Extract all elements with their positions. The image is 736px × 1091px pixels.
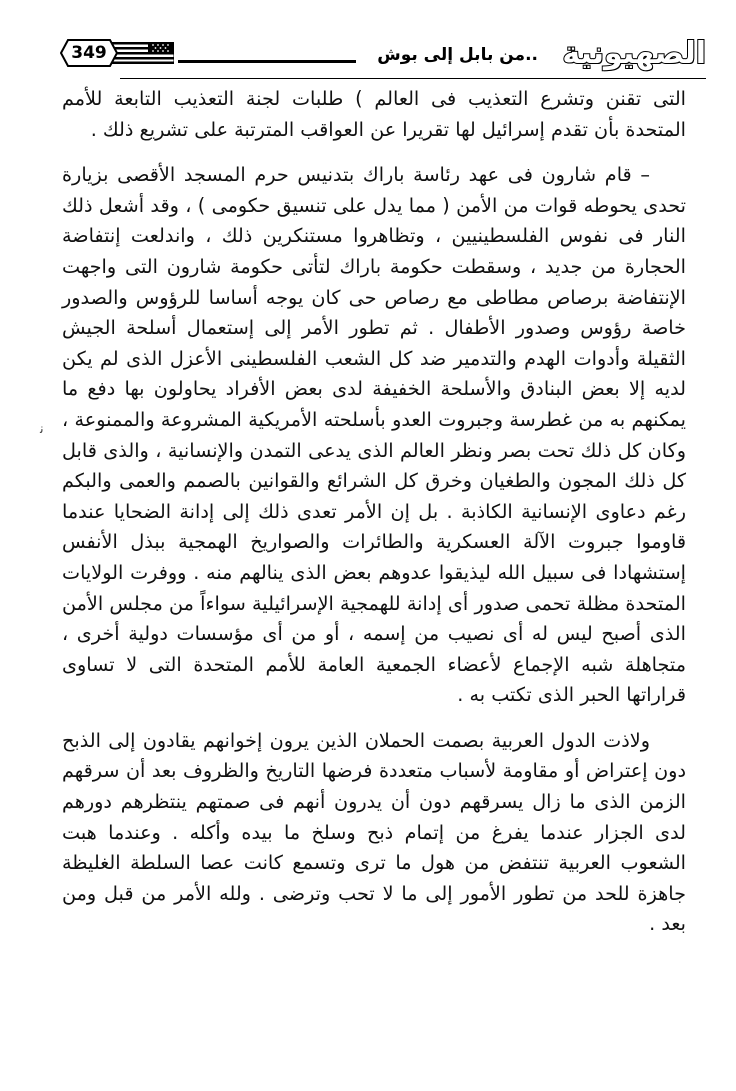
page-number: 349 [71, 43, 107, 63]
paragraph: التى تقنن وتشرع التعذيب فى العالم ) طلبات لجنة التعذيب التابعة للأمم المتحدة بأن تقدم إسرائيل لها تقريرا عن العواقب المترتبة على تشريع ذلك . [62, 87, 686, 141]
header-rule [178, 60, 356, 63]
chapter-title: ..من بابل إلى بوش [377, 45, 538, 65]
margin-mark: ﻧ [40, 422, 44, 437]
book-title: الصهيونية [562, 36, 706, 71]
page-body [62, 84, 686, 940]
paragraph: ولاذت الدول العربية بصمت الحملان الذين يرون إخوانهم يقادون إلى الذبح دون إعتراض أو مقاومة لأسباب متعددة فرضها التاريخ والظروف بعد أن سرقهم الزمن الذى ما زال يسرقهم دون أن يدرون أنهم فى صمتهم ينتظرهم دورهم لدى الجزار عندما يفرغ من إتمام ذبح وسلخ ما بيده وأكله . وعندما هبت الشعوب العربية تنتفض من هول ما ترى وتسمع كانت عصا السلطة الغليظة جاهزة للحد من تطور الأمور إلى ما لا تحب وترضى . ولله الأمر من قبل ومن بعد . [62, 728, 686, 936]
page-header [60, 34, 706, 78]
header-underline [120, 78, 706, 79]
page-number-box [60, 38, 118, 68]
flag-icon [112, 42, 174, 64]
paragraph: – قام شارون فى عهد رئاسة باراك بتدنيس حرم المسجد الأقصى بزيارة تحدى يحوطه قوات من الأمن ( مما يدل على تنسيق حكومى ) ، وقد أشعل ذلك النار فى نفوس الفلسطينيين ، وتظاهروا مستنكرين ذلك ، واندلعت إنتفاضة الحجارة من جديد ، وسقطت حكومة باراك لتأتى حكومة شارون التى واجهت الإنتفاضة برصاص مطاطى مع رصاص حى كان يوجه أساسا للرؤوس والصدور خاصة رؤوس وصدور الأطفال . ثم تطور الأمر إلى إستعمال أسلحة الجيش الثقيلة وأدوات الهدم والتدمير ضد كل الشعب الفلسطينى الأعزل الذى لم يكن لديه إلا بعض البنادق والأسلحة الخفيفة لدى بعض الأفراد يحاولون بها دفع ما يمكنهم به من غطرسة وجبروت العدو بأسلحته الأمريكية المشروعة والممنوعة ، وكان كل ذلك تحت بصر ونظر العالم الذى يدعى التمدن والإنسانية ، والذى قابل كل ذلك المجون والطغيان وخرق كل الشرائع والقوانين بالصمم والعمى والبكم رغم دعاوى الإنسانية الكاذبة . بل إن الأمر تعدى ذلك إلى إدانة الضحايا عندما قاوموا جبروت الآلة العسكرية والطائرات والصواريخ الهمجية ببذل الأنفس إستشهادا فى سبيل الله ليذيقوا عدوهم بعض الذى ينالهم منه . ووفرت الولايات المتحدة مظلة تحمى صدور أى إدانة للهمجية الإسرائيلية سواءاً من مجلس الأمن الذى أصبح ليس له أى نصيب من إسمه ، أو من أى مؤسسات دولية أخرى ، متجاهلة شبه الإجماع لأعضاء الجمعية العامة للأمم المتحدة التى لا تساوى قراراتها الحبر الذى تكتب به . [62, 163, 686, 707]
